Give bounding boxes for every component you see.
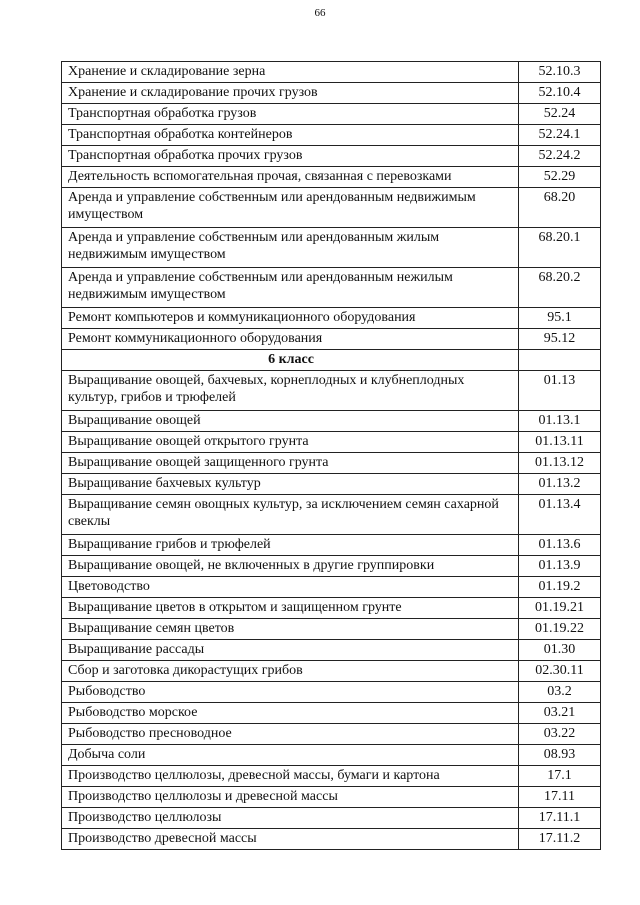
table-row xyxy=(62,577,601,598)
activity-name-cell: Аренда и управление собственным или арендованным недвижимым имуществом xyxy=(62,188,519,228)
table-row xyxy=(62,83,601,104)
activity-name-cell: Выращивание рассады xyxy=(62,640,519,661)
activity-code-cell: 17.11 xyxy=(519,787,601,808)
activity-name-cell: Выращивание бахчевых культур xyxy=(62,474,519,495)
activity-name-cell: Производство целлюлозы xyxy=(62,808,519,829)
activity-code-cell: 52.10.4 xyxy=(519,83,601,104)
activity-name-cell: Производство древесной массы xyxy=(62,829,519,850)
activity-name-cell: Рыбоводство пресноводное xyxy=(62,724,519,745)
activity-name-cell: Транспортная обработка прочих грузов xyxy=(62,146,519,167)
activity-name-cell: Выращивание овощей открытого грунта xyxy=(62,432,519,453)
activity-code-cell: 95.12 xyxy=(519,329,601,350)
activity-code-cell: 01.13 xyxy=(519,371,601,411)
activity-code-cell: 52.10.3 xyxy=(519,62,601,83)
activity-code-cell: 52.24.2 xyxy=(519,146,601,167)
table-row xyxy=(62,808,601,829)
table-row xyxy=(62,453,601,474)
activity-name-cell: Хранение и складирование зерна xyxy=(62,62,519,83)
table-row xyxy=(62,766,601,787)
activity-name-cell: Выращивание семян овощных культур, за исключением семян сахарной свеклы xyxy=(62,495,519,535)
table-row xyxy=(62,146,601,167)
activity-code-cell: 01.19.2 xyxy=(519,577,601,598)
activity-code-cell: 01.13.1 xyxy=(519,411,601,432)
table-row xyxy=(62,556,601,577)
activity-code-cell: 03.22 xyxy=(519,724,601,745)
table-row xyxy=(62,125,601,146)
section-header-cell: 6 класс xyxy=(62,350,519,371)
activity-code-cell: 52.24 xyxy=(519,104,601,125)
activity-code-cell: 02.30.11 xyxy=(519,661,601,682)
activity-name-cell: Выращивание овощей, не включенных в другие группировки xyxy=(62,556,519,577)
activity-code-cell: 52.24.1 xyxy=(519,125,601,146)
activity-name-cell: Аренда и управление собственным или арендованным жилым недвижимым имуществом xyxy=(62,228,519,268)
activity-code-cell: 08.93 xyxy=(519,745,601,766)
activity-name-cell: Выращивание цветов в открытом и защищенном грунте xyxy=(62,598,519,619)
page-number: 66 xyxy=(314,7,326,19)
activity-name-cell: Ремонт коммуникационного оборудования xyxy=(62,329,519,350)
activity-name-cell: Транспортная обработка контейнеров xyxy=(62,125,519,146)
table-row xyxy=(62,62,601,83)
table-row xyxy=(62,432,601,453)
table-row xyxy=(62,787,601,808)
activity-code-cell: 03.2 xyxy=(519,682,601,703)
table-row xyxy=(62,535,601,556)
table-row xyxy=(62,745,601,766)
table-row xyxy=(62,104,601,125)
table-row xyxy=(62,268,601,308)
activity-code-cell: 17.11.2 xyxy=(519,829,601,850)
activity-name-cell: Выращивание овощей, бахчевых, корнеплодных и клубнеплодных культур, грибов и трюфелей xyxy=(62,371,519,411)
section-header-row xyxy=(62,350,601,371)
table-body xyxy=(62,62,601,850)
activity-name-cell: Аренда и управление собственным или арендованным нежилым недвижимым имуществом xyxy=(62,268,519,308)
table-row xyxy=(62,167,601,188)
activity-code-cell: 03.21 xyxy=(519,703,601,724)
activity-name-cell: Деятельность вспомогательная прочая, связанная с перевозками xyxy=(62,167,519,188)
table-row xyxy=(62,640,601,661)
activity-name-cell: Цветоводство xyxy=(62,577,519,598)
activity-name-cell: Транспортная обработка грузов xyxy=(62,104,519,125)
activity-code-cell: 17.1 xyxy=(519,766,601,787)
activity-code-cell: 68.20 xyxy=(519,188,601,228)
activity-code-cell: 17.11.1 xyxy=(519,808,601,829)
activity-name-cell: Производство целлюлозы, древесной массы, бумаги и картона xyxy=(62,766,519,787)
table-row xyxy=(62,724,601,745)
table-row xyxy=(62,188,601,228)
activity-code-cell: 01.13.6 xyxy=(519,535,601,556)
table-row xyxy=(62,228,601,268)
activity-name-cell: Выращивание овощей защищенного грунта xyxy=(62,453,519,474)
activity-code-cell: 01.13.12 xyxy=(519,453,601,474)
activity-name-cell: Рыбоводство морское xyxy=(62,703,519,724)
activity-name-cell: Сбор и заготовка дикорастущих грибов xyxy=(62,661,519,682)
activity-name-cell: Добыча соли xyxy=(62,745,519,766)
activity-code-cell: 68.20.1 xyxy=(519,228,601,268)
activity-code-cell: 01.13.2 xyxy=(519,474,601,495)
table-row xyxy=(62,411,601,432)
table-row xyxy=(62,474,601,495)
activity-name-cell: Производство целлюлозы и древесной массы xyxy=(62,787,519,808)
activity-code-cell: 95.1 xyxy=(519,308,601,329)
table-row xyxy=(62,682,601,703)
activity-name-cell: Выращивание семян цветов xyxy=(62,619,519,640)
activity-code-cell: 68.20.2 xyxy=(519,268,601,308)
table-row xyxy=(62,661,601,682)
activity-code-cell: 01.13.4 xyxy=(519,495,601,535)
table-row xyxy=(62,329,601,350)
activity-name-cell: Ремонт компьютеров и коммуникационного оборудования xyxy=(62,308,519,329)
table-row xyxy=(62,619,601,640)
activity-code-cell: 01.19.22 xyxy=(519,619,601,640)
activity-code-cell: 01.19.21 xyxy=(519,598,601,619)
activity-name-cell: Выращивание грибов и трюфелей xyxy=(62,535,519,556)
table-row xyxy=(62,371,601,411)
table-row xyxy=(62,308,601,329)
table-row xyxy=(62,495,601,535)
activity-code-cell: 52.29 xyxy=(519,167,601,188)
activity-code-cell: 01.13.9 xyxy=(519,556,601,577)
table-row xyxy=(62,829,601,850)
section-header-code-cell xyxy=(519,350,601,371)
activity-name-cell: Рыбоводство xyxy=(62,682,519,703)
activity-name-cell: Выращивание овощей xyxy=(62,411,519,432)
activity-name-cell: Хранение и складирование прочих грузов xyxy=(62,83,519,104)
table-row xyxy=(62,703,601,724)
activity-code-cell: 01.30 xyxy=(519,640,601,661)
table-row xyxy=(62,598,601,619)
activity-codes-table xyxy=(61,61,601,850)
activity-code-cell: 01.13.11 xyxy=(519,432,601,453)
